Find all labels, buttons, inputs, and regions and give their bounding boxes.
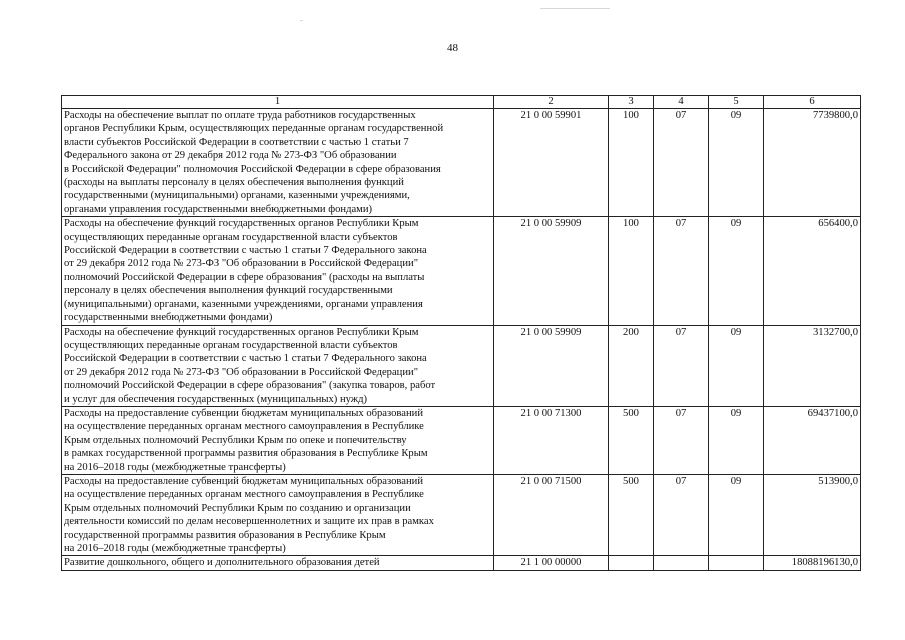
table-row-total [62, 556, 861, 570]
cell-amount: 3132700,0 [764, 325, 861, 406]
cell-type: 200 [609, 325, 654, 406]
table-row [62, 406, 861, 474]
cell-section [654, 556, 709, 570]
cell-description: Расходы на предоставление субвенций бюджетам муниципальных образований на осуществление переданных органам местного самоуправления в Республике Крым отдельных полномочий Республики Крым по созданию и организации деятельности комиссий по делам несовершеннолетних и защите их прав в рамках государственной программы развития образования в Республике Крым на 2016–2018 годы (межбюджетные трансферты) [62, 474, 494, 555]
header-cell-amount: 6 [764, 96, 861, 109]
header-cell-section: 4 [654, 96, 709, 109]
cell-amount: 513900,0 [764, 474, 861, 555]
table-row [62, 325, 861, 406]
cell-subsection: 09 [709, 406, 764, 474]
cell-code: 21 1 00 00000 [494, 556, 609, 570]
header-cell-description: 1 [62, 96, 494, 109]
scan-artifact-line [300, 20, 303, 21]
scan-artifact-line [540, 8, 610, 9]
header-cell-code: 2 [494, 96, 609, 109]
cell-subsection: 09 [709, 474, 764, 555]
cell-code: 21 0 00 59909 [494, 217, 609, 325]
cell-description: Расходы на обеспечение функций государственных органов Республики Крым осуществляющих переданные органам государственной власти субъектов Российской Федерации в соответствии с частью 1 статьи 7 Федерального закона от 29 декабря 2012 года № 273-ФЗ "Об образовании в Российской Федерации" полномочий Российской Федерации в сфере образования" (закупка товаров, работ и услуг для обеспечения государственных (муниципальных) нужд) [62, 325, 494, 406]
header-cell-subsection: 5 [709, 96, 764, 109]
cell-subsection: 09 [709, 325, 764, 406]
header-cell-type: 3 [609, 96, 654, 109]
header-row [62, 96, 861, 109]
cell-description: Расходы на обеспечение выплат по оплате труда работников государственных органов Республики Крым, осуществляющих переданные органам государственной власти субъектов Российской Федерации в соответствии с частью 1 статьи 7 Федерального закона от 29 декабря 2012 года № 273-ФЗ "Об образовании в Российской Федерации" полномочия Российской Федерации в сфере образования (расходы на выплаты персоналу в целях обеспечения выполнения функций государственными (муниципальными) органами, казенными учреждениями, органами управления государственными внебюджетными фондами) [62, 109, 494, 217]
cell-amount: 18088196130,0 [764, 556, 861, 570]
cell-type: 500 [609, 406, 654, 474]
cell-section: 07 [654, 217, 709, 325]
cell-description: Расходы на обеспечение функций государственных органов Республики Крым осуществляющих переданные органам государственной власти субъектов Российской Федерации в соответствии с частью 1 статьи 7 Федерального закона от 29 декабря 2012 года № 273-ФЗ "Об образовании в Российской Федерации" полномочий Российской Федерации в сфере образования" (расходы на выплаты персоналу в целях обеспечения выполнения функций государственными (муниципальными) органами, казенными учреждениями, органами управления государственными внебюджетными фондами) [62, 217, 494, 325]
cell-type [609, 556, 654, 570]
cell-code: 21 0 00 59909 [494, 325, 609, 406]
cell-type: 500 [609, 474, 654, 555]
cell-type: 100 [609, 217, 654, 325]
cell-subsection [709, 556, 764, 570]
cell-code: 21 0 00 71300 [494, 406, 609, 474]
cell-amount: 7739800,0 [764, 109, 861, 217]
cell-section: 07 [654, 474, 709, 555]
cell-code: 21 0 00 71500 [494, 474, 609, 555]
cell-amount: 69437100,0 [764, 406, 861, 474]
cell-subsection: 09 [709, 217, 764, 325]
cell-amount: 656400,0 [764, 217, 861, 325]
page-number: 48 [447, 42, 458, 54]
cell-code: 21 0 00 59901 [494, 109, 609, 217]
table-row [62, 474, 861, 555]
table-row [62, 217, 861, 325]
cell-subsection: 09 [709, 109, 764, 217]
cell-section: 07 [654, 406, 709, 474]
cell-type: 100 [609, 109, 654, 217]
budget-table [61, 95, 861, 571]
cell-description: Расходы на предоставление субвенции бюджетам муниципальных образований на осуществление переданных органам местного самоуправления в Республике Крым отдельных полномочий Республики Крым по опеке и попечительству в рамках государственной программы развития образования в Республике Крым на 2016–2018 годы (межбюджетные трансферты) [62, 406, 494, 474]
cell-description: Развитие дошкольного, общего и дополнительного образования детей [62, 556, 494, 570]
cell-section: 07 [654, 325, 709, 406]
table-row [62, 109, 861, 217]
cell-section: 07 [654, 109, 709, 217]
